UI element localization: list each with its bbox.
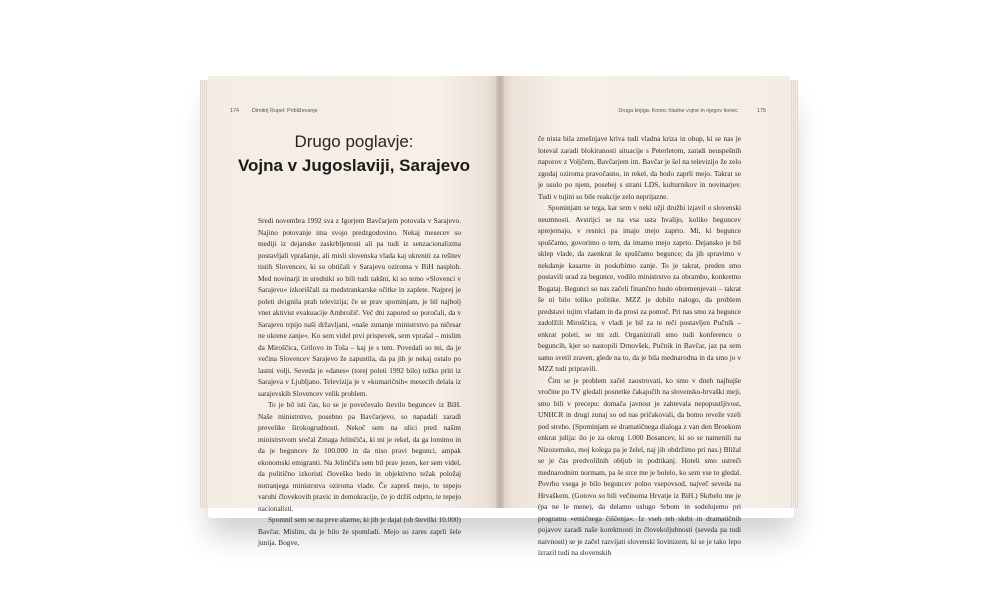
open-book <box>200 72 798 557</box>
paragraph: Spomnil sem se na prve alarme, ki jih je dajal (ob številki 10.000) Bavčar. Mislim, da je bilo že spomladi. Mejo so zares zaprli šele junija. Bogve, <box>258 515 461 547</box>
chapter-subtitle: Drugo poglavje: <box>294 132 414 151</box>
left-running-head: Dimitrij Rupel: Približevanje <box>252 108 318 114</box>
right-page-number: 175 <box>757 108 766 114</box>
right-page-body <box>538 133 741 559</box>
right-page <box>500 76 790 557</box>
right-running-head: Druga knjiga: Konec hladne vojne in njegov konec <box>618 108 738 114</box>
paragraph: Čim se je problem začel zaostrovati, ko smo v dneh najhujše vročine po TV gledali posnetke čakajočih na slovensko-hrvaški meji, smo bili v precepu: domača javnost je zahtevala nepopustljivost, UNHCR in drugi zunaj so od nas pričakovali, da bomo reveže vzeli pod streho. (Spominjam se dramatičnega dialoga z van den Broekom enkrat julija: ilo je za okrog 1.000 Bosancev, ki so se namenili na Nizozemsko, moj kolega pa je želel, naj jih obdržimo pri nas.) Bližal se je čas predvolilnih obljub in podtikanj. Hoteli smo ustreči mednarodnim normam, pa še srce me je bolelo, ko sem vse to gledal. Povrhu vsega je bilo beguncev polno vsepovsod, največ seveda na Hrvaškem. (Gotovo so bili večinoma Hrvatje iz BiH.) Skrbelo me je (pa ne le mene), da delamo uslugo Srbom in sodelujemo pri programu »etničnega čiščenja«. Iz vseh teh skrbi in dramatičnih pojavov zaradi naše korektnosti in človekoljubnosti (seveda pa tudi naivnosti) se je začel razvijati slovenski šovinizem, ki se je tako lepo izrazil tudi na slovenskih <box>538 375 741 557</box>
paragraph: To je bil isti čas, ko se je povečevalo število beguncev iz BiH. Naše ministrstvo, posebno pa Bavčarjevo, so napadali zaradi prevelike širokogrudnosti. Nekoč sem na ulici pred našim ministrstvom srečal Zmaga Jelinčiča, ki mi je rekel, da ga lomimo in da je beguncev že 100.000 in da niso pravi begunci, ampak ekonomski emigranti. Na Jelinčiča sem bil prav jezen, ker sem videl, da politično izkoristi človeško bedo in objektivno težak položaj notranjega ministrstva oziroma vlade. Če zapreš mejo, te tepejo varuhi človekovih pravic in demokracije, če jo držiš odprto, te tepejo nacionalisti. <box>258 400 461 513</box>
paragraph: če nista bila zmešnjave kriva tudi vladna kriza in obup, ki se nas je loteval zaradi blokiranosti situacije s Peterletom, zaradi neuspešnih naporov z Voljčem, Bavčarjem itn. Bavčar je šel na televizijo že zelo zgodaj oziroma pravočasno, in rekel, da bodo zaprli mejo. Takrat se je usulo po njem, posebej s strani LDS, kulturnikov in novinarjev. Tudi v tujini so bile reakcije zelo neprijazne. <box>538 134 741 201</box>
book-spine <box>496 76 504 508</box>
paragraph: Spominjam se tega, kar sem v neki ožji družbi izjavil o slovenski neumnosti. Avstrijci se na vsa usta hvalijo, koliko beguncev sprejemajo, v resnici pa imajo mejo zaprto. Mi, ki begunce spuščamo, govorimo o tem, da imamo mejo zaprto. Dejansko je bil sklep vlade, da zaenkrat še spuščamo begunce; da jih spravimo v nekdanje kasarne in poskrbimo zanje. To je takrat, preden smo postavili urad za begunce, vodilo ministrstvo za obrambo, konkretno Bogataj. Begunci so nas začeli finančno hudo obremenjevati – takrat še ni bilo toliko politike. MZZ je dobilo nalogo, da problem predstavi tujim vladam in da prosi za pomoč. Pri nas smo za begunce zadolžili Miroščica, v vladi je bil za te reči postavljen Pučnik – enkrat poleti, se mi zdi. Organizirali smo tudi konferenco o beguncih, kjer so nastopili Drnovšek, Pučnik in Bavčar, jaz pa sem samo svetil zraven, glede na to, da je bila mednarodna in da smo jo v MZZ tudi pripravili. <box>538 203 741 373</box>
left-page-body <box>258 215 461 549</box>
chapter-title: Vojna v Jugoslaviji, Sarajevo <box>237 156 471 175</box>
left-page-number: 174 <box>230 108 239 114</box>
left-page <box>208 76 500 547</box>
paragraph: Sredi novembra 1992 sva z Igorjem Bavčarjem potovala v Sarajevo. Najino potovanje ima svojo predzgodovino. Nekaj mesecev so mediji iz dejanske zaskrbljenosti ali pa tudi iz senzacionalizma postavljali vprašanje, ali misli slovenska vlada kaj ukreniti za rešitev tistih Slovencev, ki so obtičali v Sarajevu oziroma v BiH nasploh. Med novinarji in uredniki so bili tudi takšni, ki so temo »Slovenci v Sarajevu« izkoriščali za medstrankarske očitke in zaplete. Najprej je poleti dvignila prah televizija; če se prav spominjam, je bil najbolj vnet aktivist evakuacije Ambrožič. Več dni zapored so poročali, da v Sarajevu trpijo naši državljani, »naše zunanje ministrstvo pa ničesar ne ukrene zanje«. Ko sem videl prvi prispevek, sem vprašal – mislim da Miroščica, Grilovo in Toša – kaj je s tem. Povedali so mi, da je večina Slovencev Sarajevo že zapustila, da pa jih je nekaj ostalo po lastni volji. Seveda je »danes« (torej poleti 1992 bilo) težko priti iz Sarajeva v Ljubljano. Televizija je v »kumaričnih« mesecih delala iz sarajevskih Slovencev velik problem. <box>258 216 461 398</box>
